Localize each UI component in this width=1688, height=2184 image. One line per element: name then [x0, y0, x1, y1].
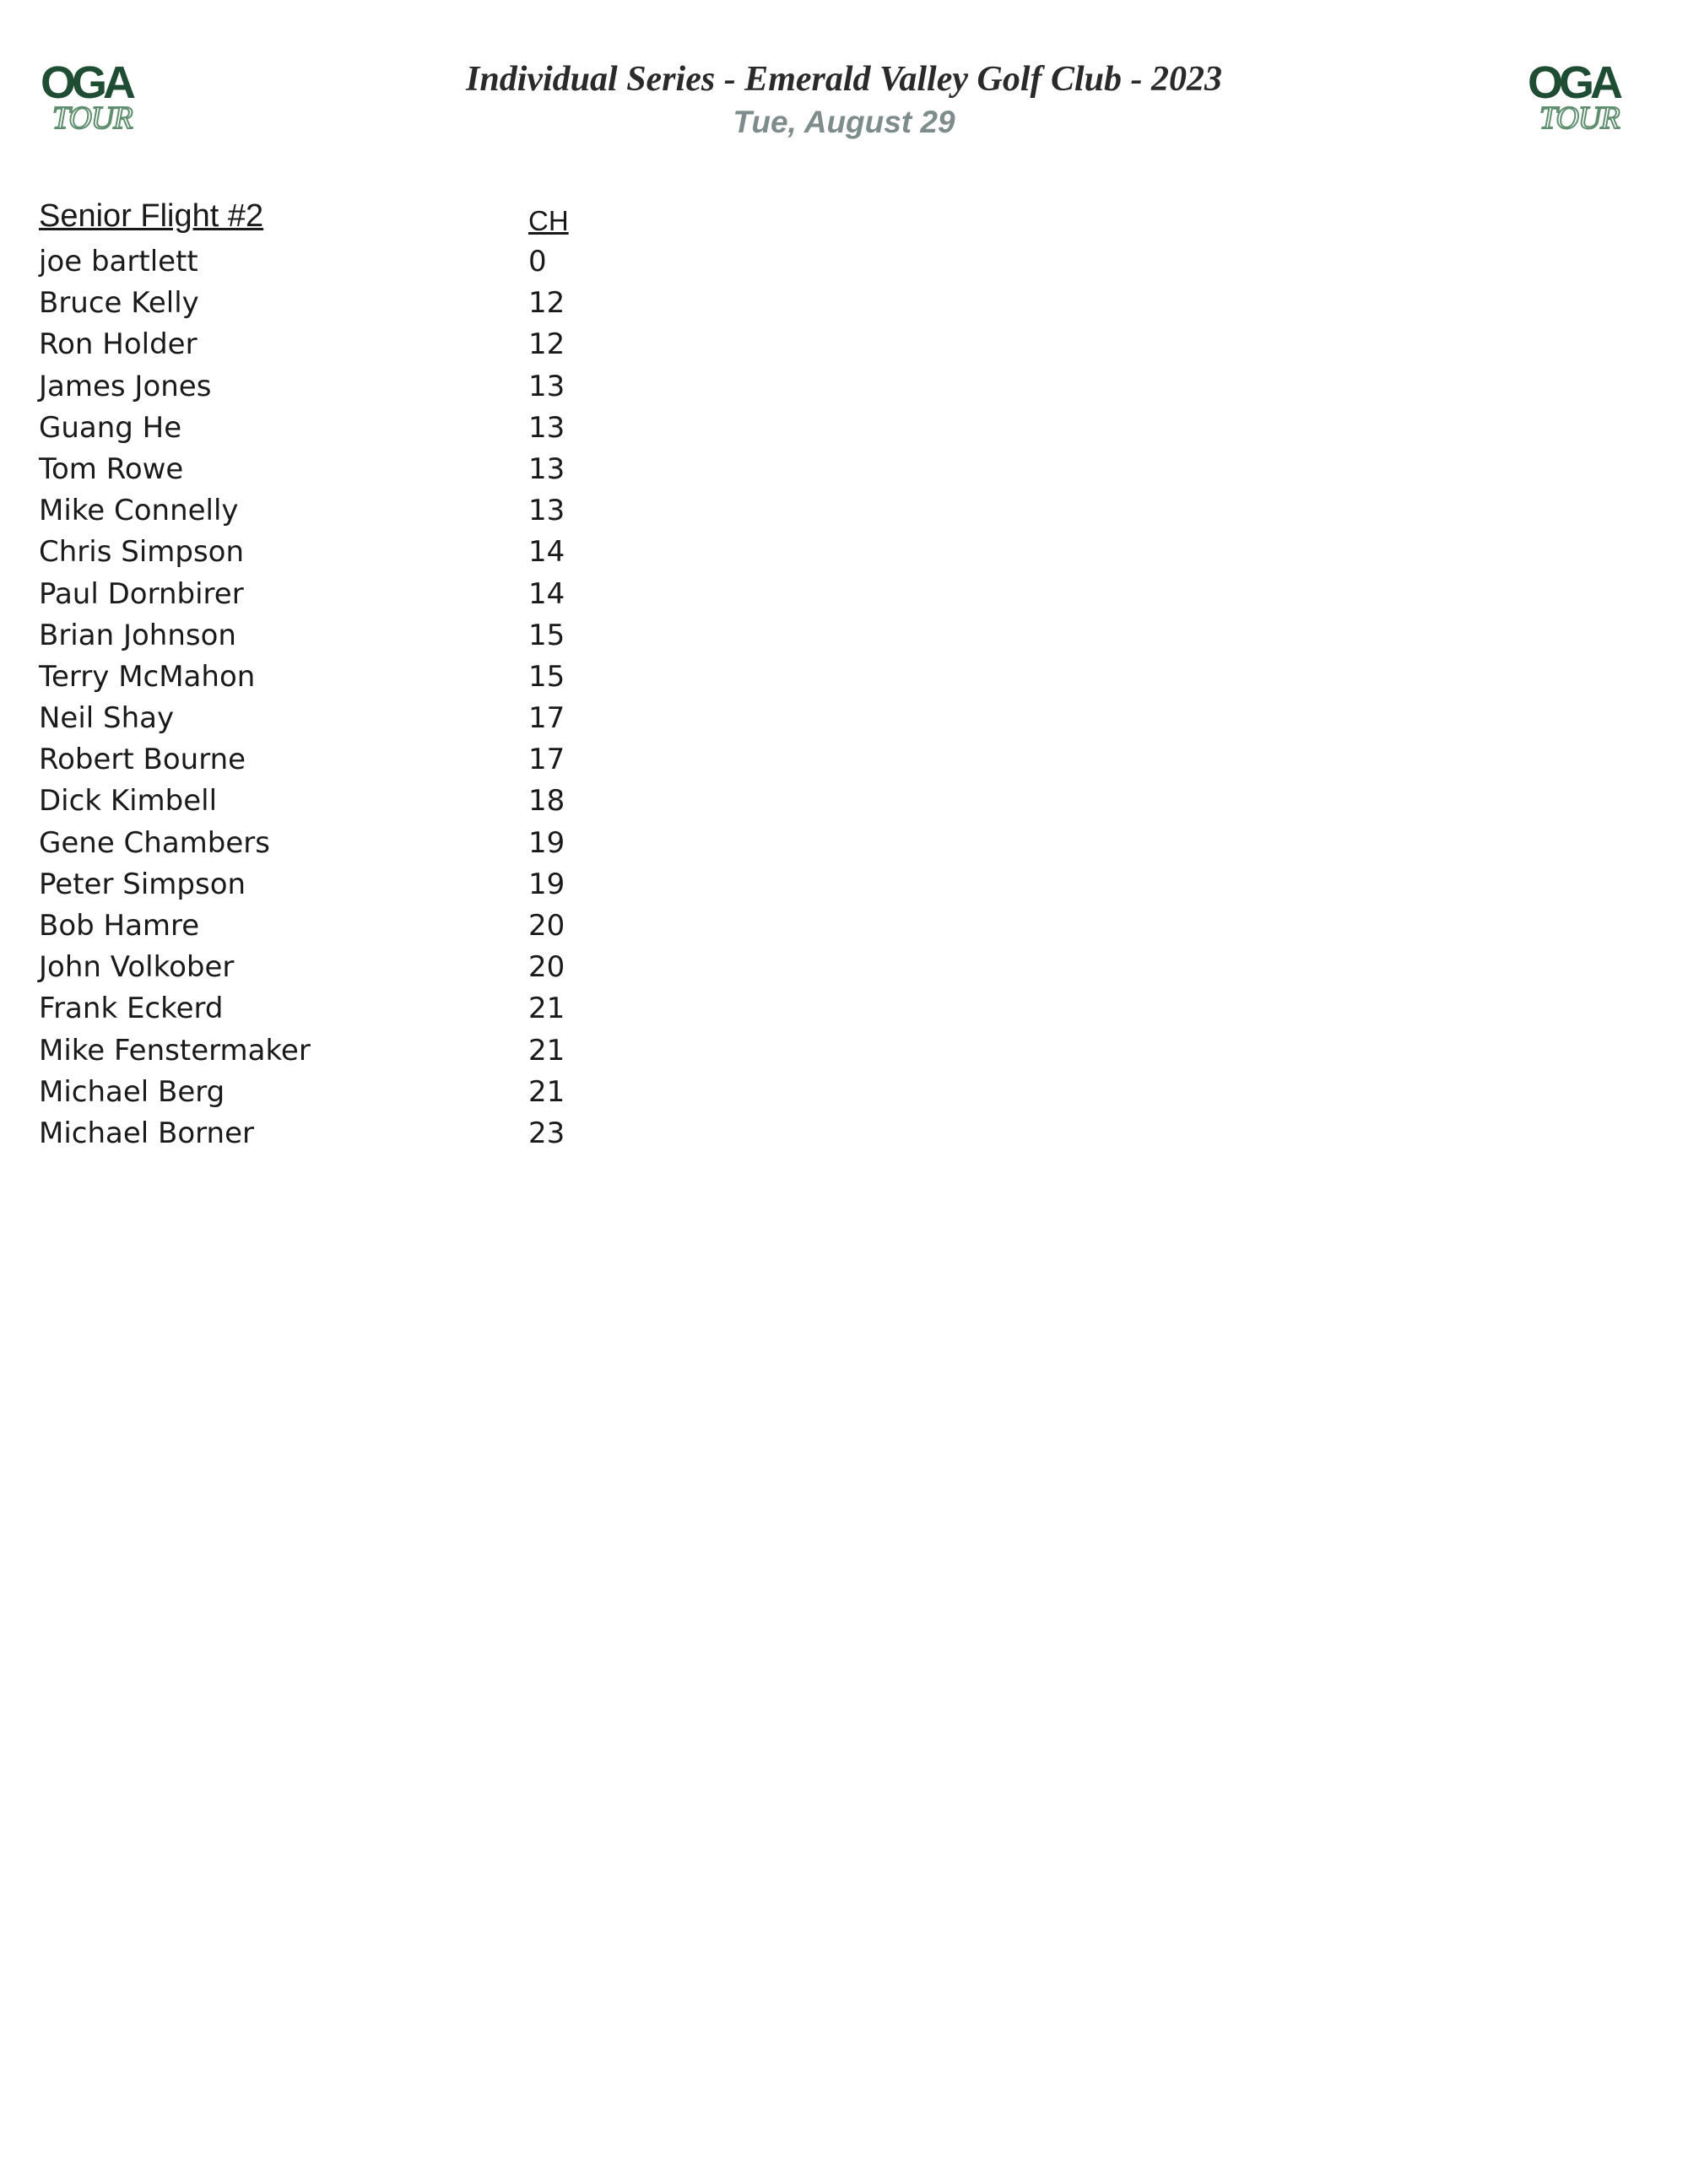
player-name: James Jones: [39, 369, 212, 403]
player-course-handicap: 13: [528, 451, 565, 486]
player-course-handicap: 21: [528, 1033, 565, 1068]
player-row: [39, 408, 630, 449]
player-course-handicap: 20: [528, 909, 565, 943]
player-course-handicap: 15: [528, 659, 565, 694]
player-name: Neil Shay: [39, 701, 175, 736]
roster-header: [39, 194, 630, 241]
player-course-handicap: 14: [528, 576, 565, 611]
player-name: Michael Berg: [39, 1074, 225, 1109]
player-name: John Volkober: [39, 950, 235, 985]
player-name: Tom Rowe: [39, 451, 184, 486]
svg-text:OGA: OGA: [1528, 57, 1620, 108]
svg-text:TOUR: TOUR: [1539, 100, 1620, 135]
player-row: [39, 988, 630, 1030]
player-row: [39, 947, 630, 988]
player-course-handicap: 19: [528, 867, 565, 901]
player-name: Bruce Kelly: [39, 286, 199, 321]
player-row: [39, 615, 630, 657]
player-course-handicap: 13: [528, 369, 565, 403]
player-course-handicap: 23: [528, 1116, 565, 1150]
player-row: [39, 1030, 630, 1072]
player-name: Bob Hamre: [39, 909, 200, 943]
player-course-handicap: 13: [528, 494, 565, 528]
player-name: Brian Johnson: [39, 618, 236, 652]
player-course-handicap: 0: [528, 245, 547, 278]
player-row: [39, 490, 630, 532]
player-row: [39, 864, 630, 905]
player-row: [39, 241, 630, 283]
player-course-handicap: 20: [528, 950, 565, 985]
flight-roster: [39, 194, 630, 1154]
event-date: Tue, August 29: [733, 105, 955, 139]
player-name: Paul Dornbirer: [39, 576, 244, 611]
page-title: Individual Series - Emerald Valley Golf Club - 2023: [465, 60, 1223, 99]
player-course-handicap: 21: [528, 992, 565, 1026]
player-name: Mike Fenstermaker: [39, 1033, 311, 1068]
player-name: Guang He: [39, 410, 182, 445]
player-name: Michael Borner: [39, 1116, 254, 1150]
document-header: [0, 56, 1688, 142]
player-row: [39, 574, 630, 615]
svg-text:TOUR: TOUR: [52, 100, 133, 135]
ch-column-header: CH: [528, 205, 569, 236]
player-name: Dick Kimbell: [39, 784, 218, 819]
player-row: [39, 1113, 630, 1154]
player-list: [39, 241, 630, 1154]
oga-tour-logo-icon: [1526, 57, 1644, 135]
player-name: Terry McMahon: [39, 659, 256, 694]
player-course-handicap: 15: [528, 618, 565, 652]
player-row: [39, 532, 630, 573]
player-name: Frank Eckerd: [39, 992, 224, 1026]
player-name: Chris Simpson: [39, 535, 245, 570]
player-course-handicap: 21: [528, 1074, 565, 1109]
player-course-handicap: 17: [528, 743, 565, 777]
player-row: [39, 781, 630, 822]
player-row: [39, 657, 630, 698]
player-row: [39, 698, 630, 739]
player-row: [39, 739, 630, 781]
player-name: Peter Simpson: [39, 867, 246, 901]
player-row: [39, 823, 630, 864]
player-course-handicap: 14: [528, 535, 565, 570]
svg-text:OGA: OGA: [41, 57, 133, 108]
player-row: [39, 449, 630, 490]
player-name: Robert Bourne: [39, 743, 246, 777]
player-course-handicap: 19: [528, 825, 565, 860]
player-course-handicap: 18: [528, 784, 565, 819]
player-course-handicap: 17: [528, 701, 565, 736]
player-row: [39, 366, 630, 408]
player-name: joe bartlett: [39, 245, 198, 278]
player-row: [39, 905, 630, 947]
oga-tour-logo-right: [1526, 57, 1644, 135]
player-course-handicap: 12: [528, 286, 565, 321]
player-row: [39, 283, 630, 324]
player-row: [39, 324, 630, 365]
player-row: [39, 1072, 630, 1113]
player-course-handicap: 13: [528, 410, 565, 445]
player-name: Ron Holder: [39, 327, 197, 362]
player-course-handicap: 12: [528, 327, 565, 362]
player-name: Mike Connelly: [39, 494, 239, 528]
flight-title: Senior Flight #2: [39, 198, 264, 234]
player-name: Gene Chambers: [39, 825, 270, 860]
